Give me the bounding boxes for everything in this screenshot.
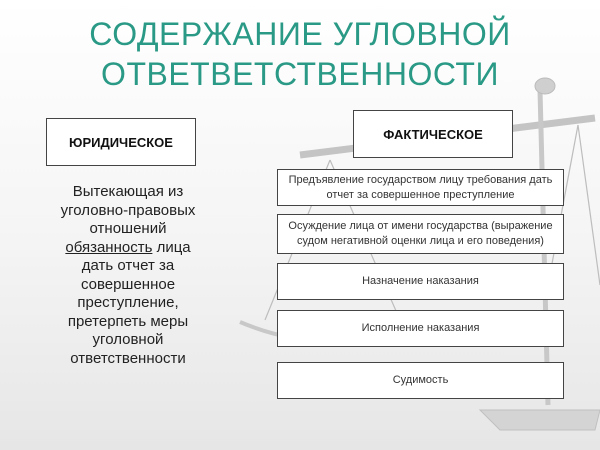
factual-item-execution: Исполнение наказания [277, 310, 564, 347]
factual-item-demand: Предъявление государством лицу требования дать отчет за совершенное преступление [277, 169, 564, 206]
factual-item-sentencing: Назначение наказания [277, 263, 564, 300]
title-line-2: ОТВЕТВЕТСТВЕННОСТИ [101, 56, 499, 92]
title-line-1: СОДЕРЖАНИЕ УГЛОВНОЙ [89, 16, 511, 52]
page-title [0, 14, 600, 94]
factual-item-criminal-record: Судимость [277, 362, 564, 399]
legal-desc-underlined: обязанность [65, 238, 153, 256]
legal-desc-text-1: Вытекающая из уголовно-правовых отношений [60, 183, 196, 237]
factual-item-conviction: Осуждение лица от имени государства (выражение судом негативной оценки лица и его поведения) [277, 214, 564, 254]
legal-description [48, 183, 208, 368]
legal-desc-text-2: лица дать отчет за совершенное преступление, претерпеть меры уголовной ответственности [67, 238, 191, 367]
factual-header-box: ФАКТИЧЕСКОЕ [353, 110, 513, 158]
legal-header-box: ЮРИДИЧЕСКОЕ [46, 118, 196, 166]
